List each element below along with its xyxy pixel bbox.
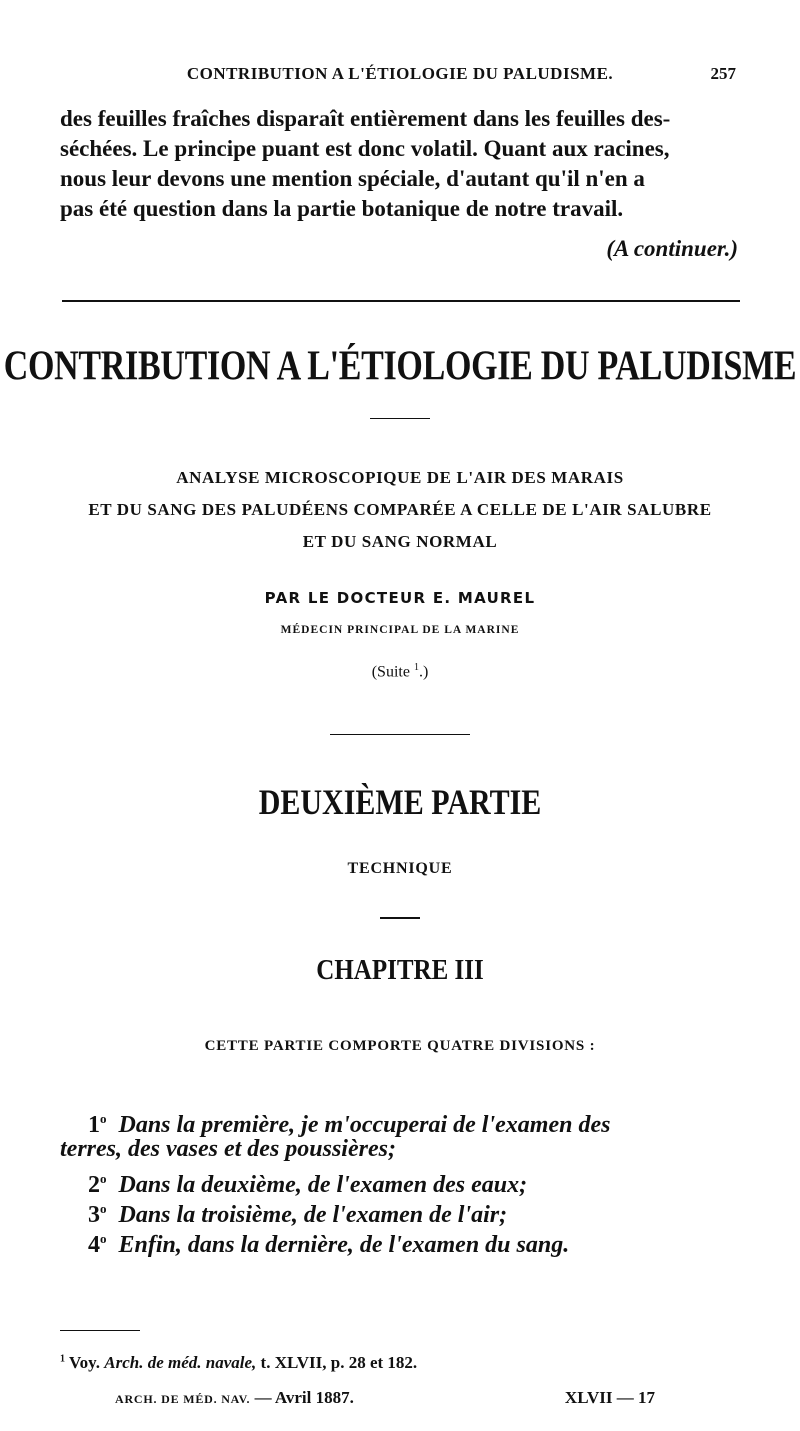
footnote-divider [60, 1330, 140, 1331]
suite-footnote-mark: 1 [413, 662, 419, 673]
suite-divider [330, 734, 470, 735]
running-header [60, 64, 740, 92]
suite-text: (Suite [371, 663, 410, 681]
footnote-reference: t. XLVII, p. 28 et 182. [260, 1353, 418, 1372]
suite-note [0, 662, 800, 681]
sheet-signature: XLVII — 17 [564, 1388, 655, 1407]
author-affiliation: MÉDECIN PRINCIPAL DE LA MARINE [280, 624, 520, 636]
chapter-title: CHAPITRE III [316, 955, 484, 987]
item-text: Enfin, dans la dernière, de l'examen du sang. [118, 1232, 570, 1258]
item-text: Dans la première, je m'occuperai de l'examen des [118, 1112, 611, 1138]
item-ordinal: o [100, 1171, 107, 1186]
subtitle-line-2: ET DU SANG DES PALUDÉENS COMPARÉE A CELLE DE L'AIR SALUBRE [88, 500, 712, 519]
item-ordinal: o [100, 1111, 107, 1126]
running-title: CONTRIBUTION A L'ÉTIOLOGIE DU PALUDISME. [186, 64, 614, 83]
list-item-4 [88, 1224, 569, 1260]
title-divider [370, 418, 430, 419]
item-ordinal: o [100, 1231, 107, 1246]
footnote-source: Arch. de méd. navale, [104, 1353, 257, 1372]
item-ordinal: o [100, 1201, 107, 1216]
item-number: 2 [88, 1172, 100, 1198]
divisions-heading: CETTE PARTIE COMPORTE QUATRE DIVISIONS : [204, 1038, 596, 1054]
item-number: 4 [88, 1232, 100, 1258]
continuation-line-1: des feuilles fraîches disparaît entièrement dans les feuilles des- [60, 106, 671, 131]
subtitle-line-3: ET DU SANG NORMAL [302, 532, 498, 551]
part-subtitle: TECHNIQUE [347, 860, 453, 877]
article-title: CONTRIBUTION A L'ÉTIOLOGIE DU PALUDISME [3, 343, 797, 390]
continuation-line-3: nous leur devons une mention spéciale, d'autant qu'il n'en a [60, 166, 645, 191]
continuation-line-4: pas été question dans la partie botanique de notre travail. [60, 196, 624, 221]
item-number: 1 [88, 1112, 100, 1138]
item-text: Dans la troisième, de l'examen de l'air; [118, 1202, 508, 1228]
journal-signature [115, 1388, 354, 1408]
journal-abbrev: ARCH. DE MÉD. NAV. [115, 1392, 251, 1406]
footnote-prefix: Voy. [68, 1353, 100, 1372]
continuation-note: (A continuer.) [606, 236, 738, 261]
item-text: Dans la deuxième, de l'examen des eaux; [118, 1172, 528, 1198]
continuation-line-2: séchées. Le principe puant est donc volatil. Quant aux racines, [60, 136, 670, 161]
section-divider [62, 300, 740, 302]
author-byline: PAR LE DOCTEUR E. MAUREL [264, 589, 536, 607]
subtitle-line-1: ANALYSE MICROSCOPIQUE DE L'AIR DES MARAIS [176, 468, 624, 487]
item-text: terres, des vases et des poussières; [60, 1136, 396, 1162]
footnote [60, 1353, 417, 1373]
list-item-1-continued [60, 1134, 396, 1164]
page-number: 257 [710, 64, 736, 83]
chapter-divider [380, 917, 420, 919]
item-number: 3 [88, 1202, 100, 1228]
suite-close: .) [418, 663, 429, 681]
part-title: DEUXIÈME PARTIE [258, 783, 542, 823]
issue-date: — Avril 1887. [254, 1388, 354, 1407]
footnote-mark: 1 [60, 1353, 65, 1365]
